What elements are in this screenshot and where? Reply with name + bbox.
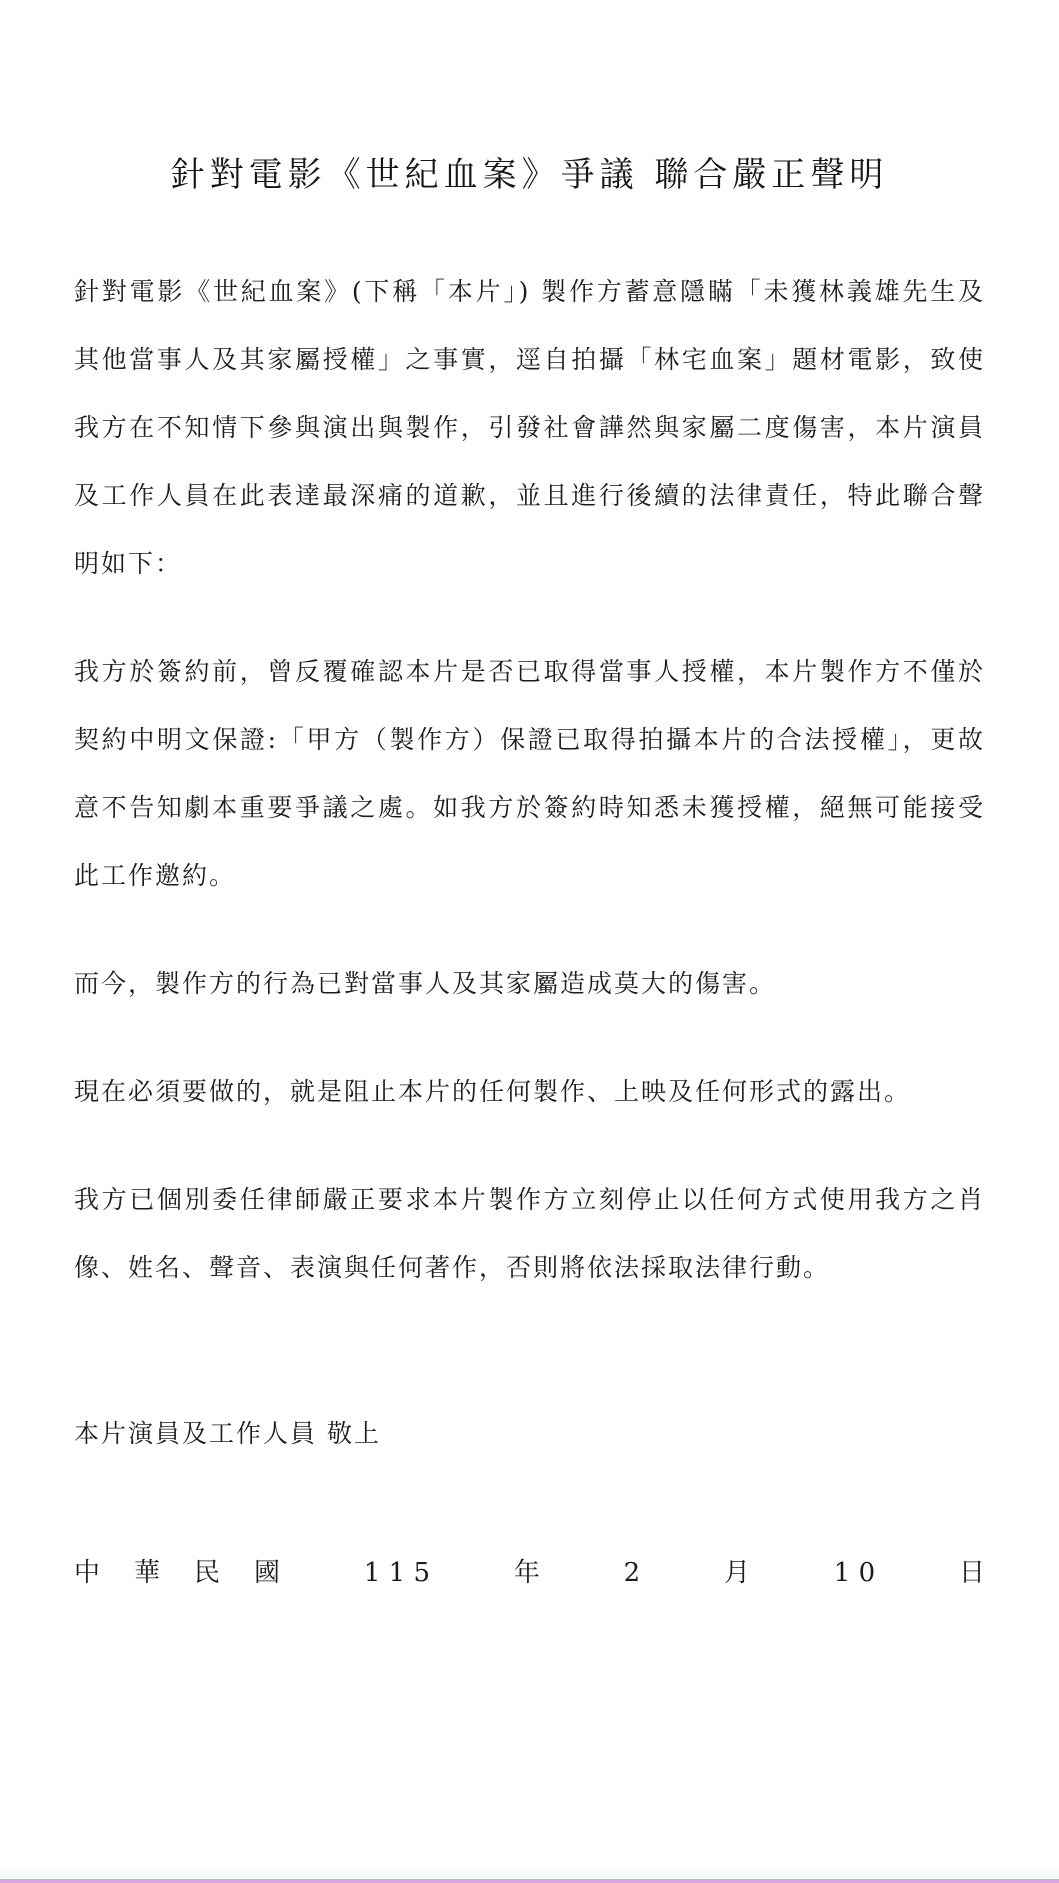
signature-line: 本片演員及工作人員 敬上 (74, 1419, 381, 1448)
statement-title: 針對電影《世紀血案》爭議 聯合嚴正聲明 (170, 155, 889, 195)
date-era-char: 華 (134, 1558, 161, 1588)
statement-paragraph-3: 而今，製作方的行為已對當事人及其家屬造成莫大的傷害。 (74, 969, 777, 998)
statement-paragraph-1: 針對電影《世紀血案》(下稱「本片」) 製作方蓄意隱瞞「未獲林義雄先生及其他當事人及其家屬授權」之事實，逕自拍攝「林宅血案」題材電影，致使我方在不知情下參與演出與製作，引發社會譁然與家屬二度傷害，本片演員及工作人員在此表達最深痛的道歉，並且進行後續的法律責任，特此聯合聲明如下： (74, 277, 985, 578)
date-line (74, 1552, 985, 1589)
statement-paragraph-2: 我方於簽約前，曾反覆確認本片是否已取得當事人授權，本片製作方不僅於契約中明文保證:「甲方（製作方）保證已取得拍攝本片的合法授權」，更故意不告知劇本重要爭議之處。如我方於簽約時知悉未獲授權，絕無可能接受此工作邀約。 (74, 657, 985, 890)
bottom-tint-strip (0, 1865, 1059, 1879)
statement-paragraph-4: 現在必須要做的，就是阻止本片的任何製作、上映及任何形式的露出。 (74, 1077, 912, 1106)
date-era-group (74, 1552, 280, 1589)
date-year-label: 年 (513, 1558, 540, 1588)
date-era-char: 國 (254, 1558, 281, 1588)
date-month-value: 2 (623, 1558, 641, 1588)
statement-body (74, 258, 985, 1302)
date-month-label: 月 (723, 1558, 750, 1588)
date-era-char: 中 (74, 1558, 101, 1588)
date-year-value: 1 1 5 (363, 1558, 431, 1588)
date-day-value: 1 0 (833, 1558, 876, 1588)
bottom-border-line (0, 1879, 1059, 1883)
date-day-label: 日 (958, 1558, 985, 1588)
statement-paragraph-5: 我方已個別委任律師嚴正要求本片製作方立刻停止以任何方式使用我方之肖像、姓名、聲音、表演與任何著作，否則將依法採取法律行動。 (74, 1185, 985, 1282)
date-era-char: 民 (194, 1558, 221, 1588)
